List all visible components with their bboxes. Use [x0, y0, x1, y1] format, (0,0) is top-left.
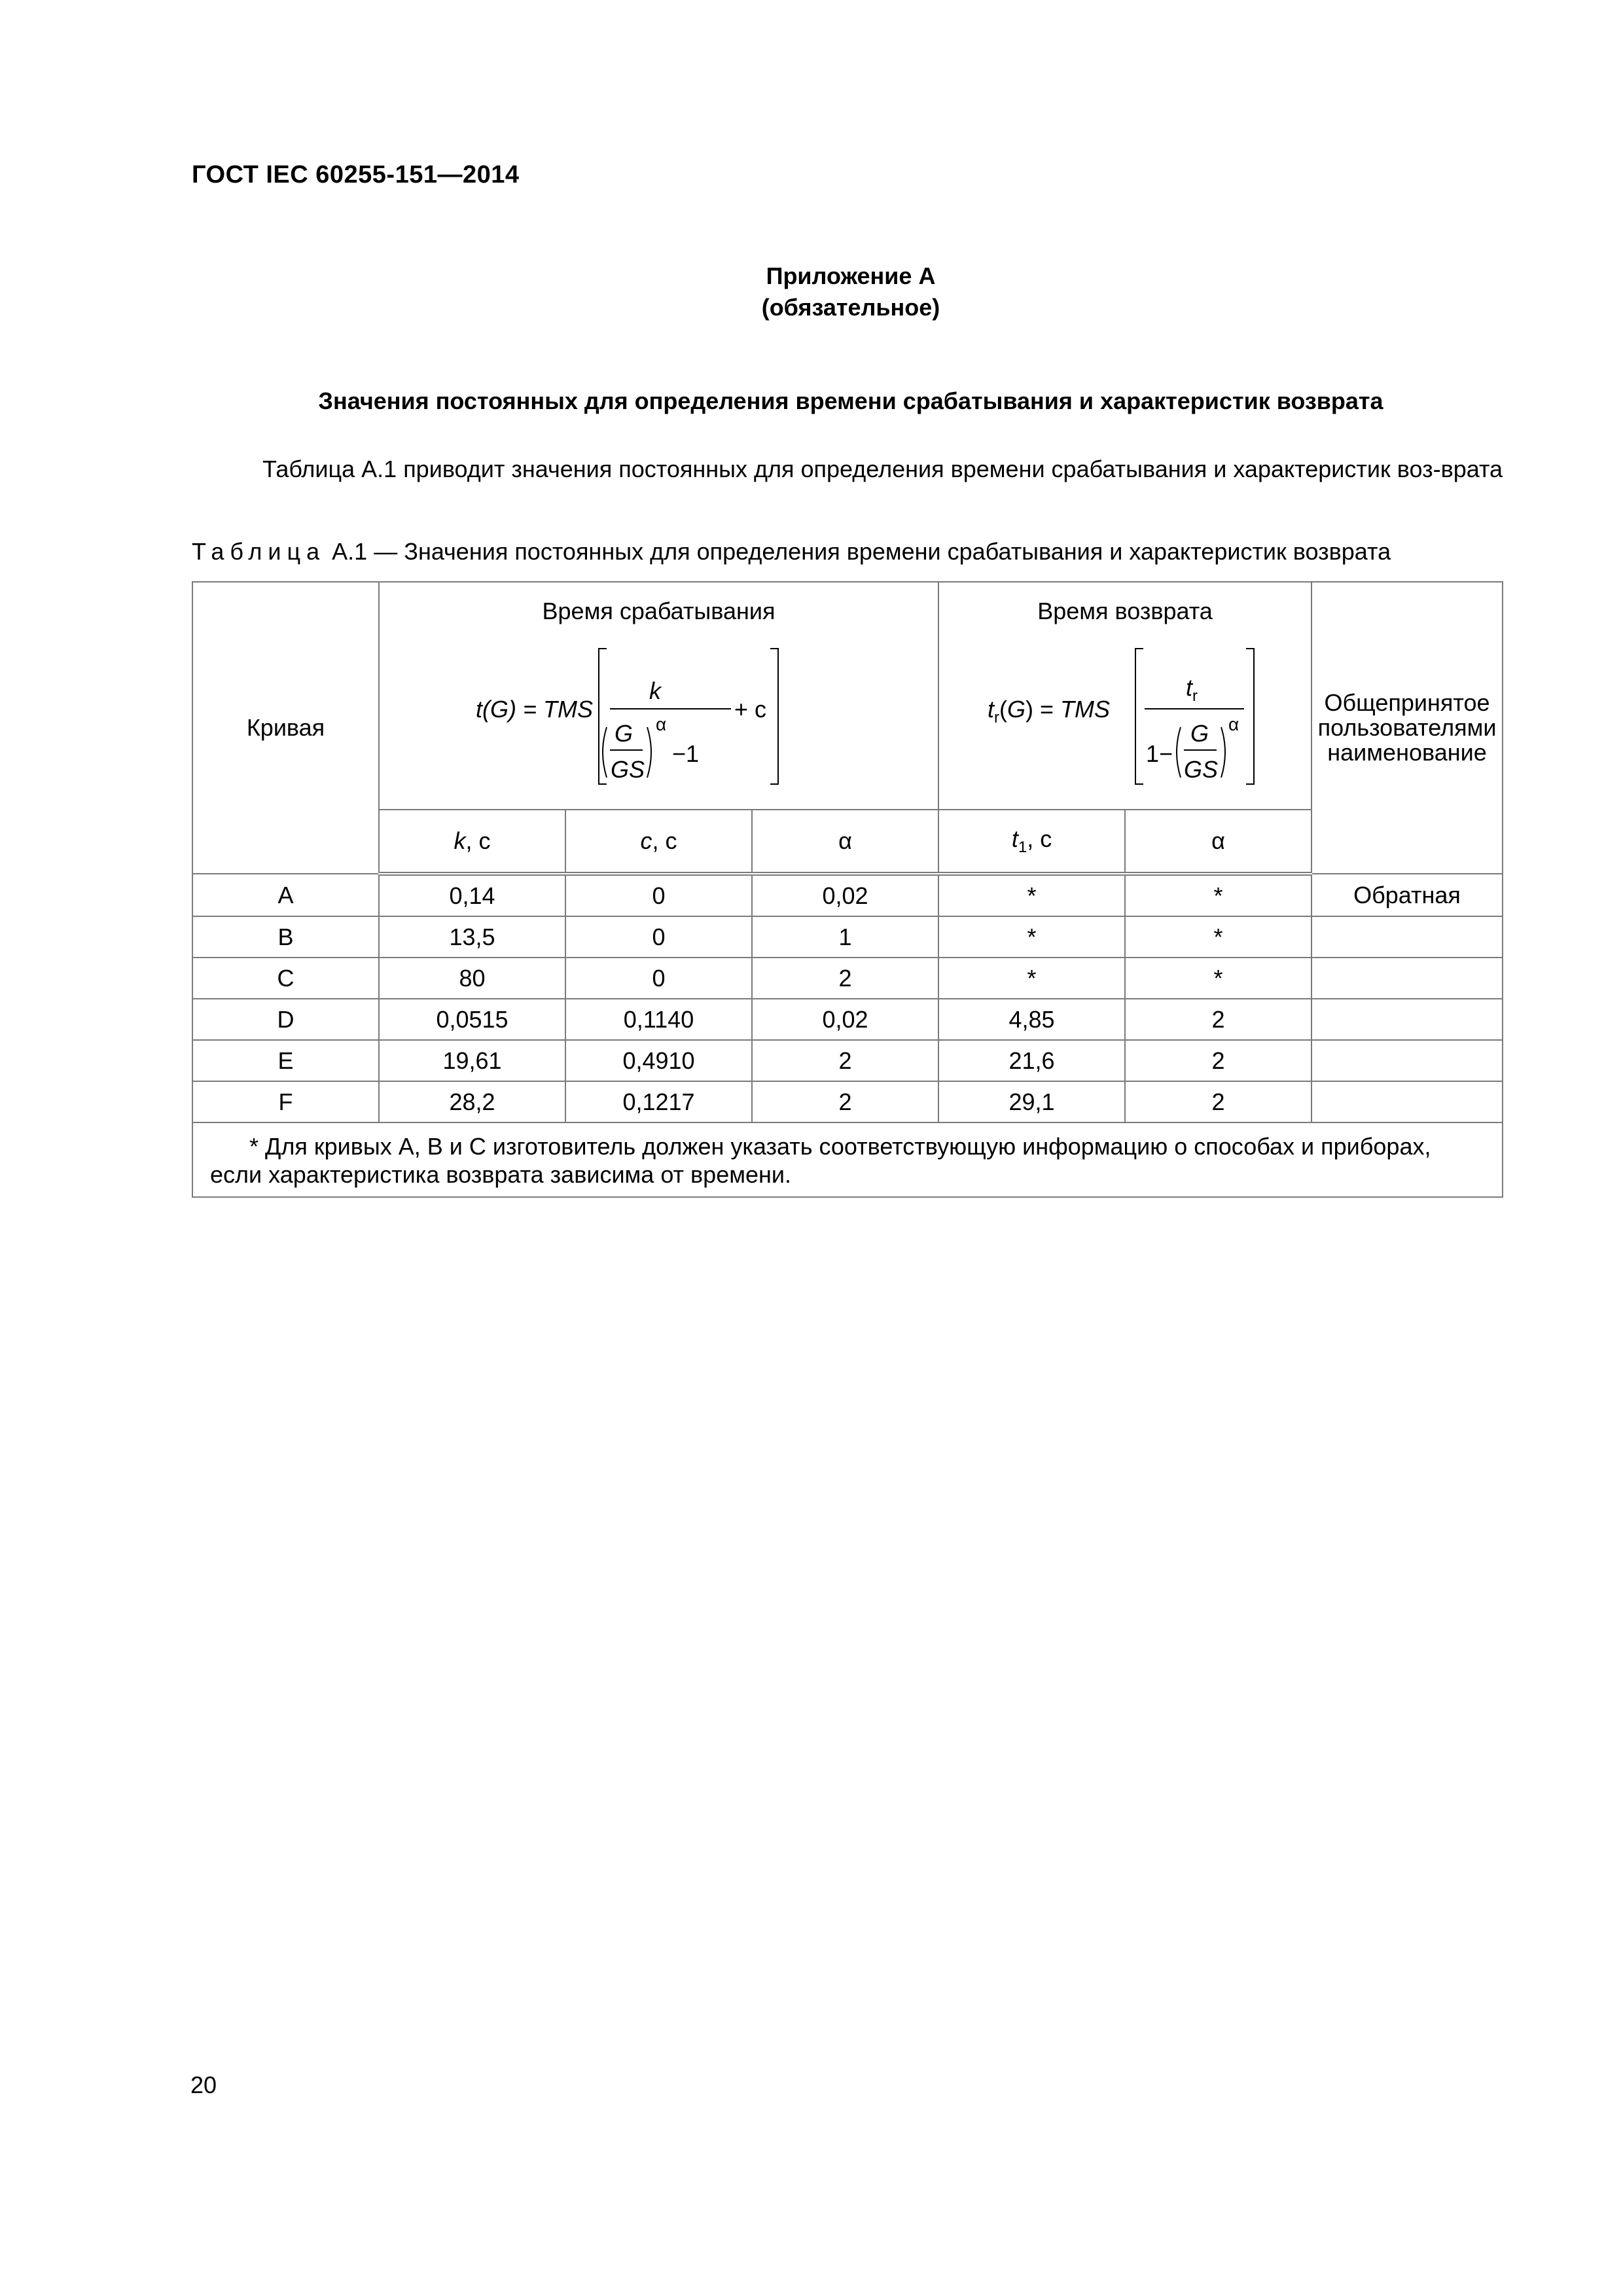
cell-tr: * [938, 958, 1125, 999]
reset-formula-numerator: $t_r$ [1186, 674, 1198, 705]
formula-g: G [614, 720, 633, 747]
reset-formula-one-minus: 1− [1146, 740, 1173, 767]
table-row [192, 999, 1503, 1040]
table-header-row [192, 582, 1503, 810]
formula-lhs: t(G) = TMS [475, 696, 593, 723]
formula-numerator: k [649, 677, 661, 704]
cell-c: 0,1217 [565, 1081, 752, 1122]
reset-formula-gs: GS [1184, 756, 1219, 783]
cell-c: 0 [565, 874, 752, 916]
table-footnote [192, 1122, 1503, 1197]
cell-tr: 21,6 [938, 1040, 1125, 1081]
operate-time-formula [476, 632, 842, 789]
cell-k: 13,5 [379, 916, 565, 958]
cell-tr: * [938, 916, 1125, 958]
table-caption-text: А.1 — Значения постоянных для определения времени срабатывания и характеристик возврата [325, 538, 1391, 565]
cell-tr: 4,85 [938, 999, 1125, 1040]
table-row [192, 1040, 1503, 1081]
cell-curve: F [192, 1081, 379, 1122]
parameter-header-row [192, 810, 1503, 874]
cell-alpha: 2 [752, 1040, 938, 1081]
cell-alpha: 2 [752, 1081, 938, 1122]
param-t1: $t_1$, с [938, 810, 1125, 874]
table-row [192, 1081, 1503, 1122]
cell-alpha-reset: 2 [1125, 1040, 1311, 1081]
reset-formula-alpha: α [1228, 714, 1240, 734]
page-number: 20 [190, 2072, 217, 2098]
formula-minus-one: −1 [671, 740, 699, 767]
cell-curve: D [192, 999, 379, 1040]
cell-alpha: 0,02 [752, 999, 938, 1040]
cell-curve: E [192, 1040, 379, 1081]
reset-formula-g: G [1190, 720, 1209, 747]
cell-c: 0 [565, 958, 752, 999]
cell-curve: C [192, 958, 379, 999]
cell-alpha-reset: * [1125, 958, 1311, 999]
common-name-header: Общепринятое пользователями наименование [1311, 582, 1503, 874]
cell-c: 0,1140 [565, 999, 752, 1040]
param-c: c, с [565, 810, 752, 874]
cell-c: 0 [565, 916, 752, 958]
cell-alpha: 1 [752, 916, 938, 958]
cell-name: Обратная [1311, 874, 1503, 916]
cell-c: 0,4910 [565, 1040, 752, 1081]
formula-gs: GS [610, 756, 645, 783]
footnote-row [192, 1122, 1503, 1197]
formula-alpha: α [655, 714, 666, 734]
table-row [192, 874, 1503, 916]
cell-k: 28,2 [379, 1081, 565, 1122]
appendix-status: (обязательное) [761, 294, 940, 321]
cell-name [1311, 999, 1503, 1040]
cell-tr: 29,1 [938, 1081, 1125, 1122]
cell-k: 0,14 [379, 874, 565, 916]
reset-time-formula [988, 632, 1262, 789]
cell-curve: A [192, 874, 379, 916]
appendix-title: Приложение А [766, 262, 936, 289]
operate-time-title: Время срабатывания [542, 598, 776, 624]
formula-plus-c: + c [734, 696, 766, 723]
cell-name [1311, 916, 1503, 958]
cell-k: 19,61 [379, 1040, 565, 1081]
cell-alpha: 0,02 [752, 874, 938, 916]
table-caption-prefix: Таблица [192, 538, 326, 565]
cell-name [1311, 1081, 1503, 1122]
intro-paragraph: Таблица А.1 приводит значения постоянных для определения времени срабатывания и характеристик воз-врата [262, 456, 1503, 482]
cell-name [1311, 958, 1503, 999]
reset-formula-lhs: $t_r(G)$ = TMS [988, 696, 1111, 726]
reset-time-header [938, 582, 1311, 810]
param-alpha: α [752, 810, 938, 874]
table-row [192, 916, 1503, 958]
cell-alpha-reset: 2 [1125, 999, 1311, 1040]
param-k: k, с [379, 810, 565, 874]
reset-time-title: Время возврата [1037, 598, 1213, 624]
cell-name [1311, 1040, 1503, 1081]
cell-curve: B [192, 916, 379, 958]
standard-designation: ГОСТ IEC 60255-151—2014 [192, 161, 520, 188]
curve-header: Кривая [192, 582, 379, 874]
cell-k: 80 [379, 958, 565, 999]
cell-k: 0,0515 [379, 999, 565, 1040]
cell-alpha-reset: * [1125, 916, 1311, 958]
footnote-line-1: * Для кривых А, В и С изготовитель должен указать соответствующую информацию о способах и приборах, [249, 1133, 1431, 1160]
table-caption [192, 538, 1391, 565]
cell-alpha-reset: * [1125, 874, 1311, 916]
table-row [192, 958, 1503, 999]
constants-table [192, 581, 1503, 1198]
operate-time-header [379, 582, 938, 810]
cell-alpha-reset: 2 [1125, 1081, 1311, 1122]
cell-tr: * [938, 874, 1125, 916]
footnote-line-2: если характеристика возврата зависима от времени. [210, 1161, 791, 1188]
param-alpha-reset: α [1125, 810, 1311, 874]
section-title: Значения постоянных для определения времени срабатывания и характеристик возврата [318, 387, 1383, 414]
cell-alpha: 2 [752, 958, 938, 999]
